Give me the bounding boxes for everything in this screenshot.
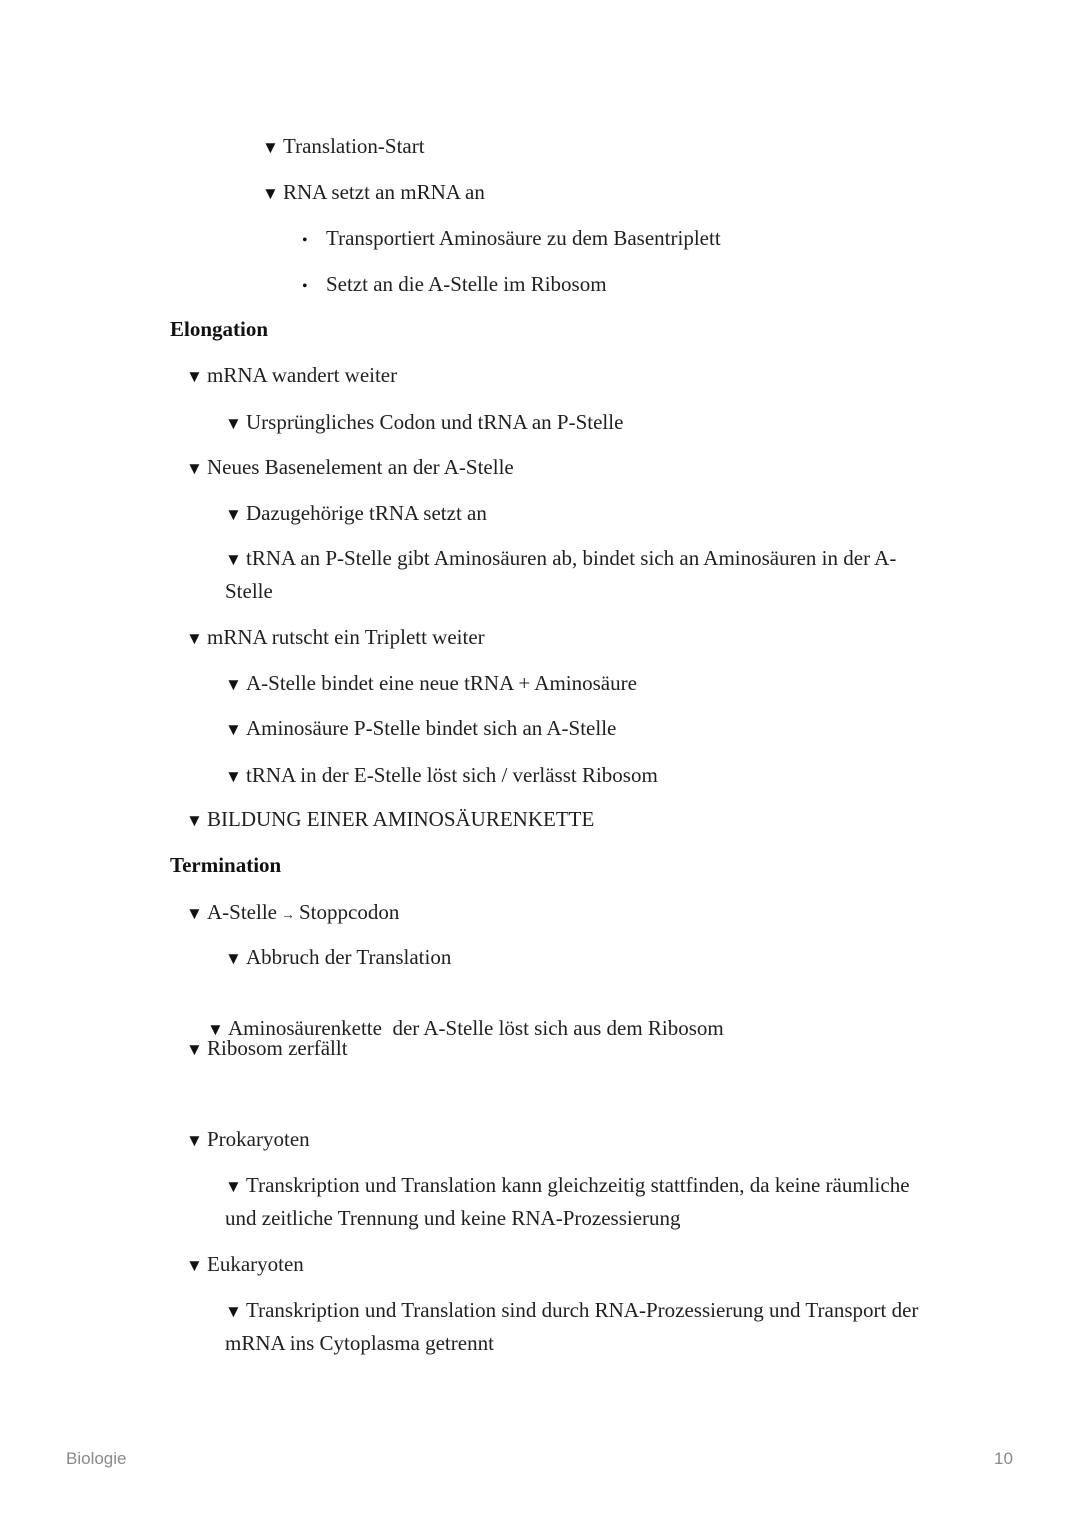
section-heading-elongation: Elongation: [170, 317, 269, 341]
list-item: [302, 272, 607, 297]
section-heading-termination: Termination: [170, 853, 282, 877]
page-number: 10: [994, 1449, 1013, 1468]
list-item-text: Aminosäurenkette der A-Stelle löst sich aus dem Ribosom: [228, 1016, 724, 1040]
list-item: [225, 716, 616, 741]
list-item-text: tRNA an P-Stelle gibt Aminosäuren ab, bindet sich an Aminosäuren in der A-: [246, 546, 897, 570]
list-item-text: Translation-Start: [283, 134, 425, 158]
list-item-text: Abbruch der Translation: [246, 945, 452, 969]
list-item: [225, 1173, 910, 1198]
triangle-bullet-icon: ▼: [225, 414, 242, 433]
triangle-bullet-icon: ▼: [225, 720, 242, 739]
triangle-bullet-icon: ▼: [186, 1131, 203, 1150]
triangle-bullet-icon: ▼: [186, 811, 203, 830]
triangle-bullet-icon: ▼: [186, 1040, 203, 1059]
list-item-text: Transportiert Aminosäure zu dem Basentriplett: [326, 226, 721, 250]
list-item: [186, 807, 594, 832]
list-item-text: BILDUNG EINER AMINOSÄURENKETTE: [207, 807, 595, 831]
right-arrow-icon: →: [280, 908, 295, 923]
list-item: [225, 945, 451, 970]
list-item-text: Stoppcodon: [298, 900, 400, 924]
list-item: [186, 363, 397, 388]
bullet-icon: •: [302, 232, 308, 249]
list-item-text: mRNA rutscht ein Triplett weiter: [207, 625, 485, 649]
list-item-text: Aminosäure P-Stelle bindet sich an A-Stelle: [246, 716, 617, 740]
triangle-bullet-icon: ▼: [262, 184, 279, 203]
triangle-bullet-icon: ▼: [225, 505, 242, 524]
triangle-bullet-icon: ▼: [186, 904, 203, 923]
list-item-text: A-Stelle: [207, 900, 277, 924]
triangle-bullet-icon: ▼: [225, 949, 242, 968]
list-item: [225, 1298, 918, 1323]
triangle-bullet-icon: ▼: [225, 1177, 242, 1196]
list-item: [262, 134, 425, 159]
list-item-text: Eukaryoten: [207, 1252, 304, 1276]
list-item-text: Transkription und Translation kann gleichzeitig stattfinden, da keine räumliche: [246, 1173, 910, 1197]
list-item-text: Ursprüngliches Codon und tRNA an P-Stelle: [246, 410, 624, 434]
list-item-continuation: und zeitliche Trennung und keine RNA-Prozessierung: [225, 1206, 681, 1230]
list-item-text: Transkription und Translation sind durch RNA-Prozessierung und Transport der: [246, 1298, 919, 1322]
triangle-bullet-icon: ▼: [262, 138, 279, 157]
triangle-bullet-icon: ▼: [186, 367, 203, 386]
list-item-text: A-Stelle bindet eine neue tRNA + Aminosäure: [246, 671, 637, 695]
list-item: [225, 763, 658, 788]
triangle-bullet-icon: ▼: [186, 1256, 203, 1275]
list-item: [225, 546, 896, 571]
list-item: [186, 455, 514, 480]
list-item: [225, 671, 637, 696]
triangle-bullet-icon: ▼: [225, 767, 242, 786]
triangle-bullet-icon: ▼: [225, 550, 242, 569]
list-item: [186, 1036, 348, 1061]
triangle-bullet-icon: ▼: [207, 1020, 224, 1039]
list-item: [262, 180, 485, 205]
footer-subject: Biologie: [66, 1449, 127, 1468]
triangle-bullet-icon: ▼: [186, 629, 203, 648]
list-item-text: Dazugehörige tRNA setzt an: [246, 501, 487, 525]
list-item-text: Prokaryoten: [207, 1127, 310, 1151]
list-item: [186, 1252, 304, 1277]
list-item-continuation: mRNA ins Cytoplasma getrennt: [225, 1331, 494, 1355]
list-item: [186, 900, 399, 925]
list-item-text: Ribosom zerfällt: [207, 1036, 348, 1060]
list-item-continuation: Stelle: [225, 579, 273, 603]
list-item: [225, 501, 487, 526]
list-item: [225, 410, 623, 435]
list-item: [302, 226, 721, 251]
triangle-bullet-icon: ▼: [225, 1302, 242, 1321]
triangle-bullet-icon: ▼: [186, 459, 203, 478]
bullet-icon: •: [302, 278, 308, 295]
triangle-bullet-icon: ▼: [225, 675, 242, 694]
list-item-text: tRNA in der E-Stelle löst sich / verlässt Ribosom: [246, 763, 658, 787]
list-item-text: RNA setzt an mRNA an: [283, 180, 485, 204]
list-item: [186, 1127, 310, 1152]
list-item-text: mRNA wandert weiter: [207, 363, 398, 387]
list-item: [186, 625, 485, 650]
list-item-text: Setzt an die A-Stelle im Ribosom: [326, 272, 607, 296]
list-item-text: Neues Basenelement an der A-Stelle: [207, 455, 514, 479]
